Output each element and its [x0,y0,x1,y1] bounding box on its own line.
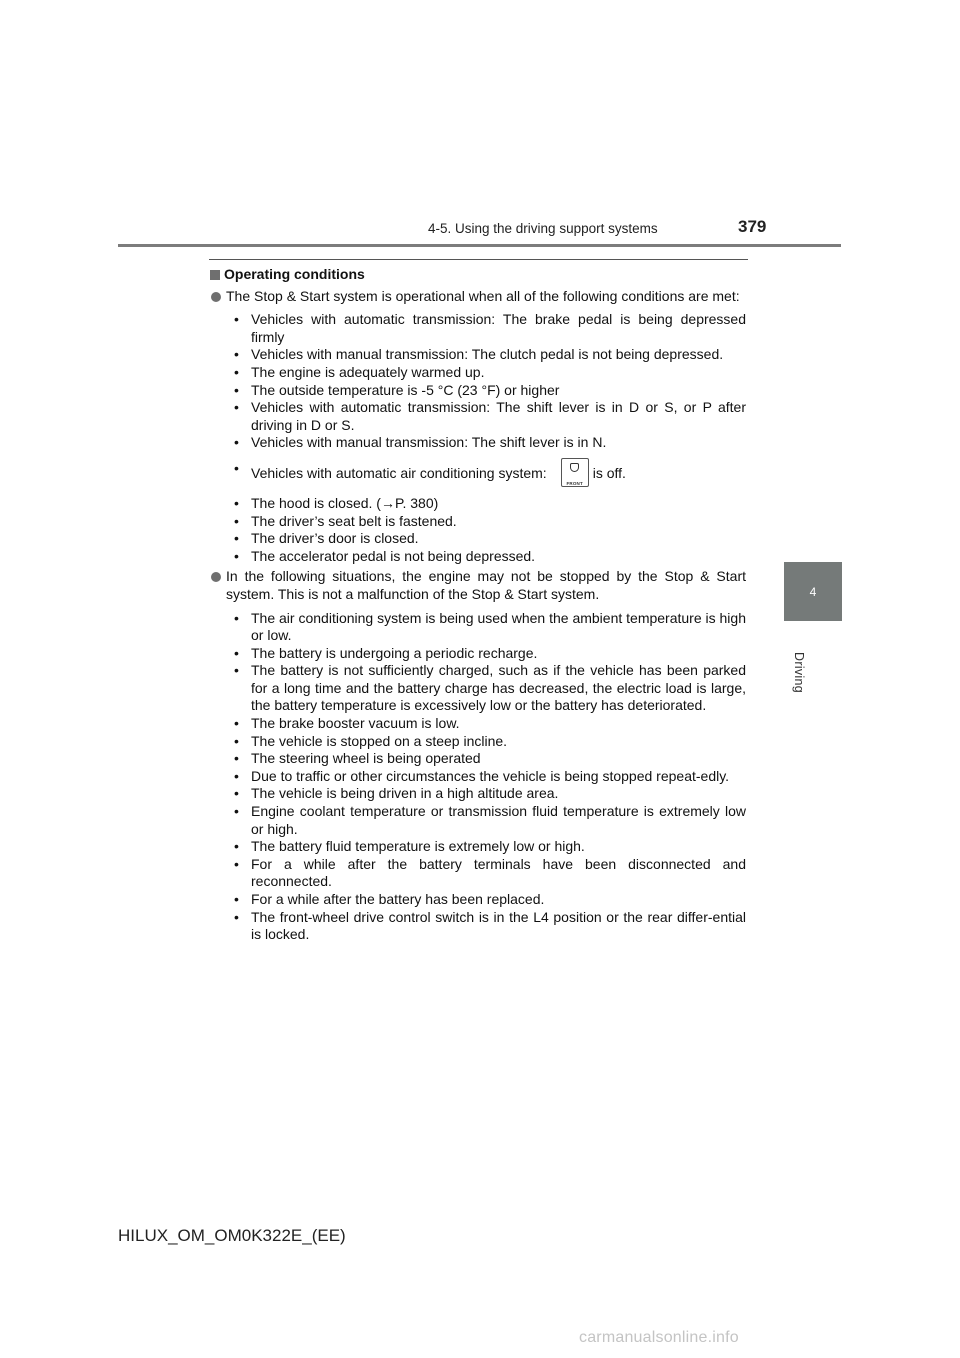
list-item: • The outside temperature is -5 °C (23 °F) or higher [234,382,746,400]
point-text: In the following situations, the engine may not be stopped by the Stop & Start system. This is not a malfunction of the Stop & Start system. [226,568,746,602]
circle-bullet-icon [211,572,221,582]
front-label: FRONT [566,480,583,486]
list-item: • Vehicles with manual transmission: The shift lever is in N. [234,434,746,452]
document-code: HILUX_OM_OM0K322E_(EE) [118,1226,346,1245]
operational-conditions-list [210,311,746,565]
not-stopped-situations-list [210,610,746,944]
heading-text: Operating conditions [224,266,365,282]
square-bullet-icon [210,270,220,280]
condition-point-operational [210,288,746,306]
list-item: • The accelerator pedal is not being depressed. [234,548,746,566]
operating-conditions-section [210,266,746,944]
list-item: • The vehicle is being driven in a high altitude area. [234,785,746,803]
front-defroster-icon [561,458,589,487]
point-text: The Stop & Start system is operational when all of the following conditions are met: [226,287,740,304]
list-item: • The battery is undergoing a periodic recharge. [234,645,746,663]
chapter-tab [784,562,842,621]
list-item: • The engine is adequately warmed up. [234,364,746,382]
section-heading [210,266,746,284]
watermark: carmanualsonline.info [579,1329,739,1346]
list-item: • The driver’s door is closed. [234,530,746,548]
list-item: • Vehicles with manual transmission: The clutch pedal is not being depressed. [234,346,746,364]
ac-item-before: Vehicles with automatic air conditioning system: [251,465,547,482]
list-item: • The front-wheel drive control switch is in the L4 position or the rear differ-ential is locked. [234,909,746,944]
chapter-name: Driving [792,652,806,693]
content-divider [209,259,748,260]
list-item: • The steering wheel is being operated [234,750,746,768]
list-item: • The battery is not sufficiently charged, such as if the vehicle has been parked for a long time and the battery charge has decreased, the electric load is large, the battery temperature is excessively low or the battery has deteriorated. [234,662,746,715]
list-item: • Engine coolant temperature or transmission fluid temperature is extremely low or high. [234,803,746,838]
page-number: 379 [738,217,767,236]
list-item: • For a while after the battery terminals have been disconnected and reconnected. [234,856,746,891]
list-item: • Vehicles with automatic transmission: The brake pedal is being depressed firmly [234,311,746,346]
list-item: • Vehicles with automatic transmission: The shift lever is in D or S, or P after driving in D or S. [234,399,746,434]
list-item-ac [234,460,746,489]
ac-item-after: is off. [592,465,626,482]
list-item: • The driver’s seat belt is fastened. [234,513,746,531]
list-item: • The hood is closed. (→P. 380) [234,495,746,513]
condition-point-not-stopped [210,568,746,603]
chapter-number: 4 [809,584,817,599]
header-divider [118,244,841,247]
list-item: • The air conditioning system is being used when the ambient temperature is high or low. [234,610,746,645]
list-item: • The battery fluid temperature is extremely low or high. [234,838,746,856]
circle-bullet-icon [211,292,221,302]
list-item: • The vehicle is stopped on a steep incline. [234,733,746,751]
list-item: • The brake booster vacuum is low. [234,715,746,733]
list-item: • For a while after the battery has been replaced. [234,891,746,909]
list-item: • Due to traffic or other circumstances the vehicle is being stopped repeat-edly. [234,768,746,786]
section-title: 4-5. Using the driving support systems [428,221,658,236]
